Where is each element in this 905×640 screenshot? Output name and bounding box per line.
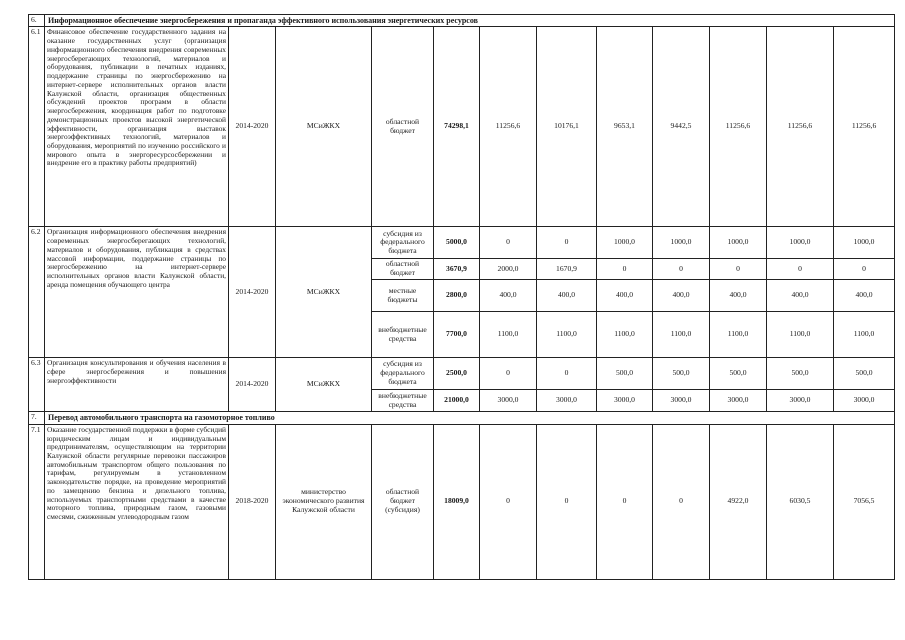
funding-total: 18009,0: [434, 424, 480, 579]
item-period: 2014-2020: [229, 227, 276, 358]
section-row: [29, 15, 895, 27]
section-title: Информационное обеспечение энергосбережения и пропаганда эффективного использования энергетических ресурсов: [45, 15, 895, 27]
year-amount: 11256,6: [834, 27, 895, 227]
year-amount: 1670,9: [537, 259, 597, 280]
year-amount: 1100,0: [710, 312, 767, 358]
year-amount: 1100,0: [597, 312, 653, 358]
funding-source: местные бюджеты: [372, 280, 434, 312]
year-amount: 3000,0: [767, 390, 834, 412]
funding-total: 7700,0: [434, 312, 480, 358]
year-amount: 1100,0: [834, 312, 895, 358]
funding-total: 3670,9: [434, 259, 480, 280]
year-amount: 1000,0: [767, 227, 834, 259]
year-amount: 0: [767, 259, 834, 280]
year-amount: 0: [480, 424, 537, 579]
funding-total: 5000,0: [434, 227, 480, 259]
year-amount: 1100,0: [653, 312, 710, 358]
year-amount: 0: [480, 358, 537, 390]
item-period: 2014-2020: [229, 27, 276, 227]
item-number: 6.2: [29, 227, 45, 358]
year-amount: 500,0: [653, 358, 710, 390]
year-amount: 500,0: [767, 358, 834, 390]
year-amount: 0: [597, 424, 653, 579]
year-amount: 6030,5: [767, 424, 834, 579]
year-amount: 1000,0: [834, 227, 895, 259]
year-amount: 0: [834, 259, 895, 280]
year-amount: 1100,0: [767, 312, 834, 358]
table-row: [29, 227, 895, 259]
year-amount: 400,0: [653, 280, 710, 312]
funding-source: областной бюджет: [372, 27, 434, 227]
program-table: [28, 14, 895, 580]
item-number: 7.1: [29, 424, 45, 579]
funding-total: 2500,0: [434, 358, 480, 390]
funding-total: 74298,1: [434, 27, 480, 227]
year-amount: 10176,1: [537, 27, 597, 227]
year-amount: 3000,0: [537, 390, 597, 412]
year-amount: 500,0: [597, 358, 653, 390]
section-number: 7.: [29, 412, 45, 424]
item-number: 6.3: [29, 358, 45, 412]
year-amount: 3000,0: [710, 390, 767, 412]
year-amount: 0: [537, 424, 597, 579]
year-amount: 400,0: [834, 280, 895, 312]
year-amount: 9653,1: [597, 27, 653, 227]
year-amount: 0: [710, 259, 767, 280]
year-amount: 3000,0: [834, 390, 895, 412]
year-amount: 2000,0: [480, 259, 537, 280]
year-amount: 1100,0: [480, 312, 537, 358]
section-title: Перевод автомобильного транспорта на газомоторное топливо: [45, 412, 895, 424]
item-period: 2014-2020: [229, 358, 276, 412]
year-amount: 500,0: [834, 358, 895, 390]
year-amount: 500,0: [710, 358, 767, 390]
funding-total: 21000,0: [434, 390, 480, 412]
year-amount: 400,0: [480, 280, 537, 312]
item-executor: министерство экономического развития Калужской области: [276, 424, 372, 579]
year-amount: 400,0: [767, 280, 834, 312]
year-amount: 3000,0: [480, 390, 537, 412]
year-amount: 1100,0: [537, 312, 597, 358]
year-amount: 0: [537, 358, 597, 390]
section-row: [29, 412, 895, 424]
year-amount: 11256,6: [480, 27, 537, 227]
item-description: Финансовое обеспечение государственного задания на оказание государственных услуг (организация информационного обеспечения внедрения современных энергосберегающих технологий, материалов и оборудования, публикации в печатных изданиях, поддержание страницы по энергосбережению на интернет-сервере исполнительных органов власти Калужской области, организация общественных обсуждений проектов программ в области энергосбережения, координация работ по подготовке демонстрационных проектов высокой энергетической эффективности, организация выставок энергоэффективных технологий, материалов и оборудования, мероприятий по изучению российского и мирового опыта в энергоресурсосбережении и внедрение его в практику работы предприятий): [45, 27, 229, 227]
year-amount: 7056,5: [834, 424, 895, 579]
year-amount: 400,0: [597, 280, 653, 312]
year-amount: 0: [537, 227, 597, 259]
item-executor: МСиЖКХ: [276, 27, 372, 227]
year-amount: 9442,5: [653, 27, 710, 227]
item-number: 6.1: [29, 27, 45, 227]
year-amount: 1000,0: [710, 227, 767, 259]
year-amount: 3000,0: [597, 390, 653, 412]
year-amount: 11256,6: [710, 27, 767, 227]
funding-source: внебюджетные средства: [372, 390, 434, 412]
year-amount: 4922,0: [710, 424, 767, 579]
table-row: [29, 27, 895, 227]
funding-source: субсидия из федерального бюджета: [372, 227, 434, 259]
year-amount: 400,0: [537, 280, 597, 312]
funding-total: 2800,0: [434, 280, 480, 312]
year-amount: 11256,6: [767, 27, 834, 227]
item-period: 2018-2020: [229, 424, 276, 579]
year-amount: 400,0: [710, 280, 767, 312]
year-amount: 3000,0: [653, 390, 710, 412]
table-row: [29, 424, 895, 579]
funding-source: областной бюджет: [372, 259, 434, 280]
item-executor: МСиЖКХ: [276, 227, 372, 358]
item-executor: МСиЖКХ: [276, 358, 372, 412]
year-amount: 0: [480, 227, 537, 259]
year-amount: 1000,0: [597, 227, 653, 259]
funding-source: внебюджетные средства: [372, 312, 434, 358]
item-description: Оказание государственной поддержки в форме субсидий юридическим лицам и индивидуальным предпринимателям, осуществляющим на территории Калужской области регулярные перевозки пассажиров автомобильным транспортом общего пользования по тарифам, регулируемым в установленном законодательстве порядке, на проведение мероприятий по замещению бензина и дизельного топлива, используемых транспортными средствами в качестве моторного топлива, природным газом, газовыми смесями, сжиженным углеводородным газом: [45, 424, 229, 579]
funding-source: субсидия из федерального бюджета: [372, 358, 434, 390]
table-row: [29, 358, 895, 390]
section-number: 6.: [29, 15, 45, 27]
year-amount: 0: [653, 424, 710, 579]
item-description: Организация консультирования и обучения населения в сфере энергосбережения и повышения энергоэффективности: [45, 358, 229, 412]
funding-source: областной бюджет (субсидия): [372, 424, 434, 579]
year-amount: 0: [653, 259, 710, 280]
document-page: [28, 14, 894, 580]
year-amount: 1000,0: [653, 227, 710, 259]
item-description: Организация информационного обеспечения внедрения современных энергосберегающих технологий, материалов и оборудования, публикация в средствах массовой информации, поддержание страницы по энергосбережению на интернет-сервере исполнительных органов власти Калужской области, аренда помещения обучающего центра: [45, 227, 229, 358]
year-amount: 0: [597, 259, 653, 280]
